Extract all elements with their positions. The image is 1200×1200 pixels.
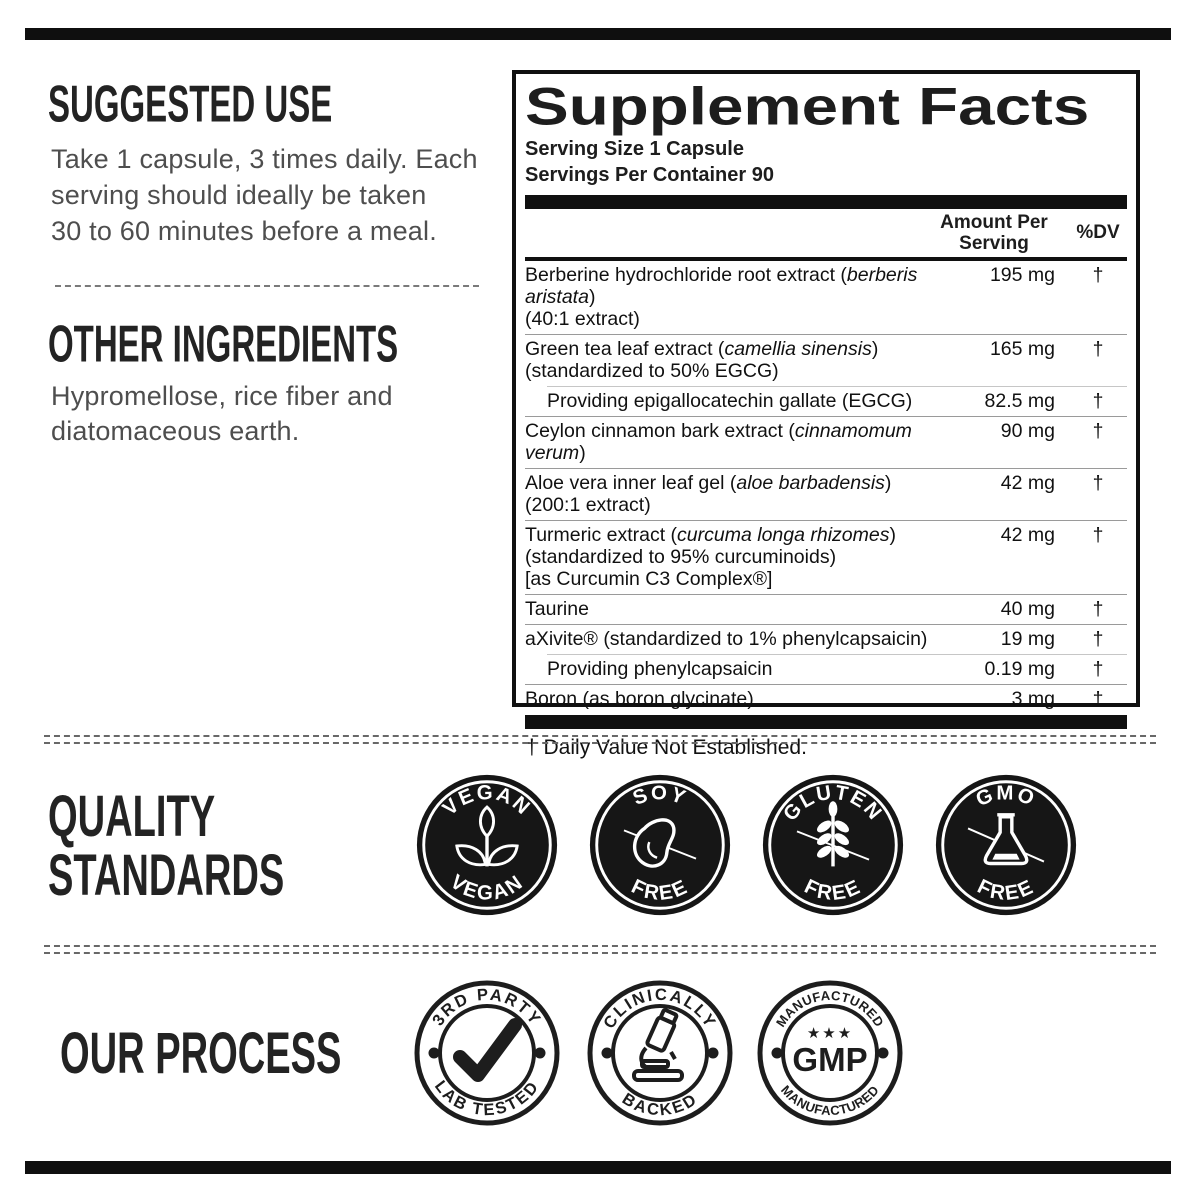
ingredient-dv: † — [1092, 688, 1104, 710]
ingredient-dv: † — [1092, 390, 1104, 412]
ingredient-row — [525, 594, 1127, 624]
table-header-row — [525, 209, 1127, 261]
ingredient-amount: 42 mg — [1000, 524, 1055, 546]
badge-manufactured-manufactured — [755, 978, 905, 1128]
svg-text:FREE: FREE — [627, 874, 693, 906]
text-line: Take 1 capsule, 3 times daily. Each — [51, 144, 478, 174]
supplement-facts-title: Supplement Facts — [525, 77, 1090, 137]
ingredient-dv: † — [1092, 420, 1104, 442]
top-border-bar — [25, 28, 1171, 40]
bottom-border-bar — [25, 1161, 1171, 1174]
double-dashed-divider — [44, 735, 1156, 749]
svg-text:GMO: GMO — [972, 781, 1040, 812]
supplement-facts-panel — [512, 70, 1140, 759]
svg-text:VEGAN: VEGAN — [445, 870, 529, 905]
ingredient-amount: 90 mg — [1000, 420, 1055, 442]
ingredient-dv: † — [1092, 524, 1104, 546]
badge-soy-free — [587, 772, 733, 918]
ingredient-name: Providing epigallocatechin gallate (EGCG) — [547, 390, 913, 412]
daily-value-footnote: † Daily Value Not Established. — [526, 736, 807, 759]
thick-rule — [525, 195, 1127, 209]
ingredient-amount: 40 mg — [1000, 598, 1055, 620]
amount-per-serving-header — [919, 212, 1069, 254]
ingredient-name: Taurine — [525, 598, 589, 620]
svg-text:MANUFACTURED: MANUFACTURED — [778, 1082, 882, 1119]
text-line: Serving — [959, 233, 1029, 254]
ingredient-amount: 195 mg — [989, 264, 1055, 286]
suggested-use-text — [51, 141, 478, 249]
ingredient-amount: 42 mg — [1000, 472, 1055, 494]
ingredient-dv: † — [1092, 628, 1104, 650]
svg-text:SOY: SOY — [629, 781, 691, 810]
text-line: QUALITY — [48, 782, 216, 849]
ingredient-dv: † — [1092, 338, 1104, 360]
ingredient-dv: † — [1092, 658, 1104, 680]
ingredient-name: Berberine hydrochloride root extract (berberis aristata) (40:1 extract) — [525, 264, 918, 330]
svg-text:VEGAN: VEGAN — [438, 781, 536, 821]
ingredient-rows — [525, 261, 1127, 714]
badge-gmo-free — [933, 772, 1079, 918]
other-ingredients-heading: OTHER INGREDIENTS — [48, 314, 399, 374]
quality-standards-heading — [48, 782, 285, 908]
ingredient-row — [525, 261, 1127, 334]
svg-text:3RD PARTY: 3RD PARTY — [429, 985, 545, 1030]
ingredient-row — [525, 334, 1127, 386]
thick-rule — [525, 715, 1127, 729]
ingredient-row — [547, 386, 1127, 416]
ingredient-name: Aloe vera inner leaf gel (aloe barbadensis) (200:1 extract) — [525, 472, 892, 516]
svg-text:★★★: ★★★ — [806, 1024, 854, 1042]
ingredient-name: Green tea leaf extract (camellia sinensis) (standardized to 50% EGCG) — [525, 338, 879, 382]
double-dashed-divider — [44, 945, 1156, 959]
ingredient-amount: 19 mg — [1000, 628, 1055, 650]
text-line: STANDARDS — [48, 842, 285, 908]
svg-text:LAB TESTED: LAB TESTED — [430, 1077, 544, 1120]
ingredient-name: aXivite® (standardized to 1% phenylcapsaicin) — [525, 628, 928, 650]
suggested-use-heading: SUGGESTED USE — [48, 74, 333, 134]
servings-per-container: Servings Per Container 90 — [525, 164, 774, 186]
badge-gluten-free — [760, 772, 906, 918]
ingredient-row — [525, 520, 1127, 594]
ingredient-amount: 82.5 mg — [984, 390, 1055, 412]
ingredient-amount: 0.19 mg — [984, 658, 1055, 680]
dashed-divider — [55, 285, 479, 287]
text-line: serving should ideally be taken — [51, 180, 427, 210]
ingredient-row — [525, 468, 1127, 520]
percent-dv-header: %DV — [1076, 222, 1120, 243]
badge-3rd-party-lab-tested — [412, 978, 562, 1128]
ingredient-row — [525, 684, 1127, 714]
ingredient-dv: † — [1092, 472, 1104, 494]
svg-text:GLUTEN: GLUTEN — [778, 780, 888, 826]
text-line: diatomaceous earth. — [51, 416, 300, 446]
other-ingredients-text — [51, 379, 393, 449]
ingredient-dv: † — [1092, 598, 1104, 620]
text-line: Hypromellose, rice fiber and — [51, 381, 393, 411]
badge-clinically-backed — [585, 978, 735, 1128]
ingredient-amount: 3 mg — [1011, 688, 1055, 710]
ingredient-name: Providing phenylcapsaicin — [547, 658, 773, 680]
ingredient-row — [525, 416, 1127, 468]
svg-text:GMP: GMP — [792, 1041, 868, 1078]
ingredient-row — [547, 654, 1127, 684]
text-line: Amount Per — [940, 212, 1048, 233]
our-process-heading — [60, 1019, 342, 1086]
svg-text:FREE: FREE — [973, 874, 1039, 906]
badge-vegan-vegan — [414, 772, 560, 918]
ingredient-amount: 165 mg — [989, 338, 1055, 360]
svg-text:BACKED: BACKED — [618, 1089, 702, 1120]
svg-text:CLINICALLY: CLINICALLY — [600, 985, 720, 1032]
ingredient-name: Turmeric extract (curcuma longa rhizomes) (standardized to 95% curcuminoids) [as Curcumin C3 Complex®] — [525, 524, 896, 590]
ingredient-name: Ceylon cinnamon bark extract (cinnamomum verum) — [525, 420, 912, 464]
svg-text:MANUFACTURED: MANUFACTURED — [772, 987, 888, 1030]
text-line: OUR PROCESS — [60, 1019, 342, 1086]
text-line: 30 to 60 minutes before a meal. — [51, 216, 437, 246]
ingredient-dv: † — [1092, 264, 1104, 286]
serving-size: Serving Size 1 Capsule — [525, 138, 744, 160]
ingredient-name: Boron (as boron glycinate) — [525, 688, 754, 710]
ingredient-row — [525, 624, 1127, 654]
svg-text:FREE: FREE — [800, 874, 866, 906]
